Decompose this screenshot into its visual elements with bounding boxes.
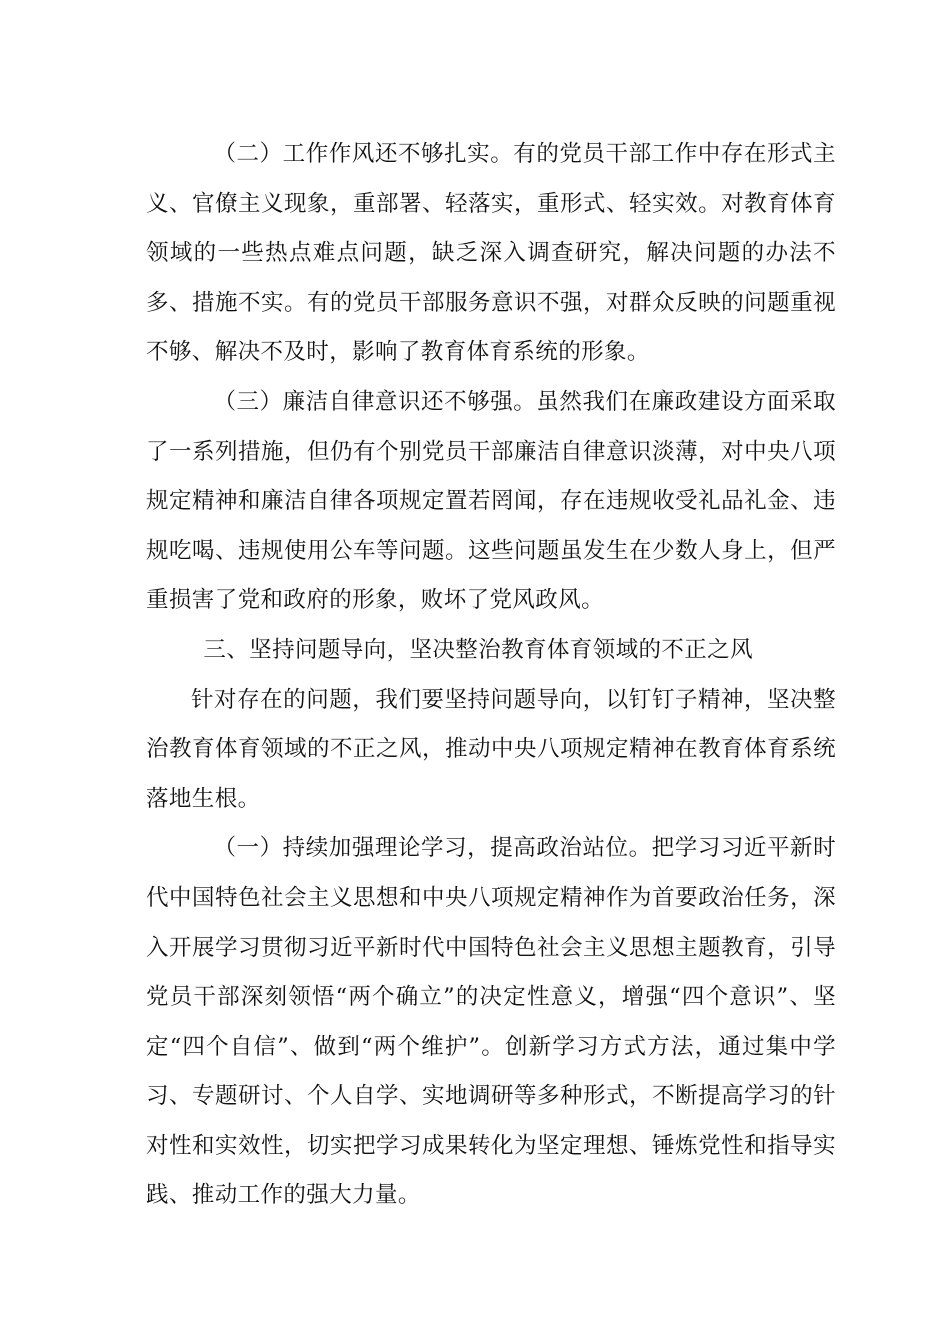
section-heading-three: 三、坚持问题导向，坚决整治教育体育领域的不正之风 bbox=[203, 636, 753, 663]
paragraph-theory-study: （一）持续加强理论学习，提高政治站位。把学习习近平新时代中国特色社会主义思想和中央八项规定精神作为首要政治任务，深入开展学习贯彻习近平新时代中国特色社会主义思想主题教育，引导党员干部深刻领悟“两个确立”的决定性意义，增强“四个意识”、坚定“四个自信”、做到“两个维护”。创新学习方式方法，通过集中学习、专题研讨、个人自学、实地调研等多种形式，不断提高学习的针对性和实效性，切实把学习成果转化为坚定理想、锤炼党性和指导实践、推动工作的强大力量。 bbox=[146, 835, 836, 1209]
paragraph-work-style: （二）工作作风还不够扎实。有的党员干部工作中存在形式主义、官僚主义现象，重部署、轻落实，重形式、轻实效。对教育体育领域的一些热点难点问题，缺乏深入调查研究，解决问题的办法不多、措施不实。有的党员干部服务意识不强，对群众反映的问题重视不够、解决不及时，影响了教育体育系统的形象。 bbox=[146, 141, 836, 366]
document-body bbox=[146, 130, 836, 1221]
paragraph-problem-orientation: 针对存在的问题，我们要坚持问题导向，以钉钉子精神，坚决整治教育体育领域的不正之风，推动中央八项规定精神在教育体育系统落地生根。 bbox=[146, 686, 836, 812]
paragraph-integrity: （三）廉洁自律意识还不够强。虽然我们在廉政建设方面采取了一系列措施，但仍有个别党员干部廉洁自律意识淡薄，对中央八项规定精神和廉洁自律各项规定置若罔闻，存在违规收受礼品礼金、违规吃喝、违规使用公车等问题。这些问题虽发生在少数人身上，但严重损害了党和政府的形象，败坏了党风政风。 bbox=[146, 388, 836, 614]
